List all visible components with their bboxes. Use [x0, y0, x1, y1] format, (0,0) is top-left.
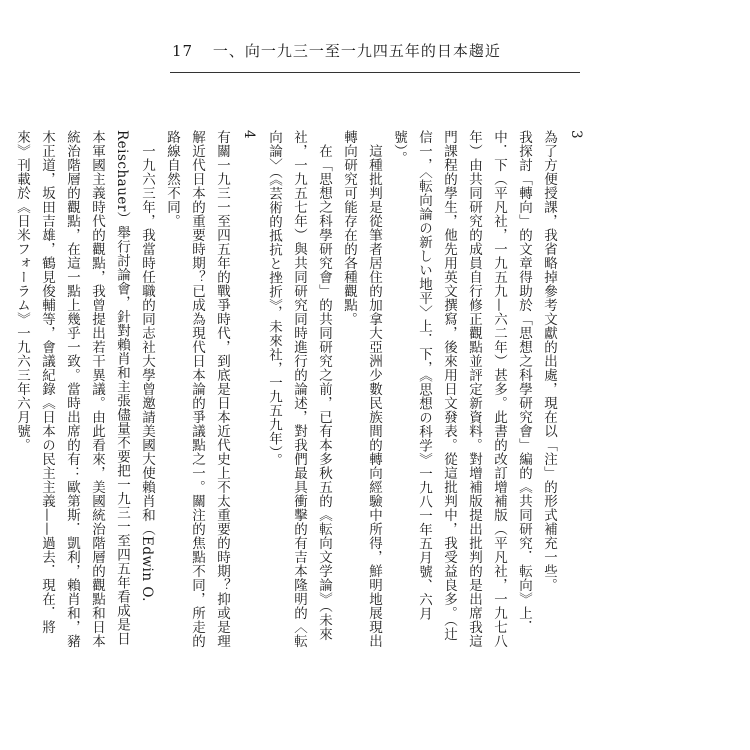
- page-number: 17: [172, 42, 194, 60]
- footnote-paragraph: 有關一九三一至四五年的戰爭時代，到底是日本近代史上不太重要的時期？抑或是理解近代日本的重要時期？已成為現代日本論的爭議點之一。關注的焦點不同，所走的路線自然不同。: [164, 130, 230, 648]
- footnote-paragraph: 這種批判是從筆者居住的加拿大亞洲少數民族間的轉向經驗中所得，鮮明地展現出轉向研究可能存在的各種觀點。: [341, 130, 382, 648]
- running-header: [172, 40, 501, 61]
- footnote-paragraph: 我探討「轉向」的文章得助於「思想之科學研究會」編的《共同研究．転向》上．中．下（平凡社，一九五九—六二年）甚多。此書的改訂增補版（平凡社，一九七八年）由共同研究的成員自行修正觀點並評定新資料。對增補版提出批判的是出席我這門課程的學生，他先用英文撰寫，後來用日文發表。從這批判中，我受益良多。（辻信一，〈転向論の新しい地平〉上．下，《思想の科学》一九八一年五月號、六月號）。: [391, 130, 532, 648]
- footnote-3: [261, 130, 588, 650]
- footnote-number: 4: [241, 130, 257, 140]
- footnotes-block: [14, 130, 588, 650]
- footnote-paragraph: 在「思想之科學研究會」的共同研究之前，已有本多秋五的《転向文学論》（未來社，一九五七年）與共同研究同時進行的論述，對我們最具衝擊的有吉本隆明的〈転向論〉（《芸術的抵抗と挫折》，未來社，一九五九年）。: [266, 130, 332, 648]
- header-rule: [170, 72, 580, 73]
- footnote-4: [9, 130, 261, 650]
- footnote-paragraph: 為了方便授課，我省略掉參考文獻的出處，現在以「注」的形式補充一些。: [541, 130, 557, 592]
- footnote-number: 3: [568, 130, 584, 140]
- footnote-paragraph: 一九六三年，我當時任職的同志社大學曾邀請美國大使賴肖和（Edwin O. Reischauer）舉行討論會，針對賴肖和主張儘量不要把一九三一至四五年看成是日本軍國主義時代的觀點，我曾提出若干異議。由此看來，美國統治階層的觀點和日本統治階層的觀點，在這一點上幾乎一致。當時出席的有：歐第斯．凱利，賴肖和，豬木正道，坂田吉雄，鶴見俊輔等，會議紀錄《日本の民主主義——過去．現在．將來》刊載於《日米フォーラム》一九六三年六月號。: [14, 130, 155, 648]
- chapter-title: 一、向一九三一至一九四五年的日本趨近: [212, 42, 501, 60]
